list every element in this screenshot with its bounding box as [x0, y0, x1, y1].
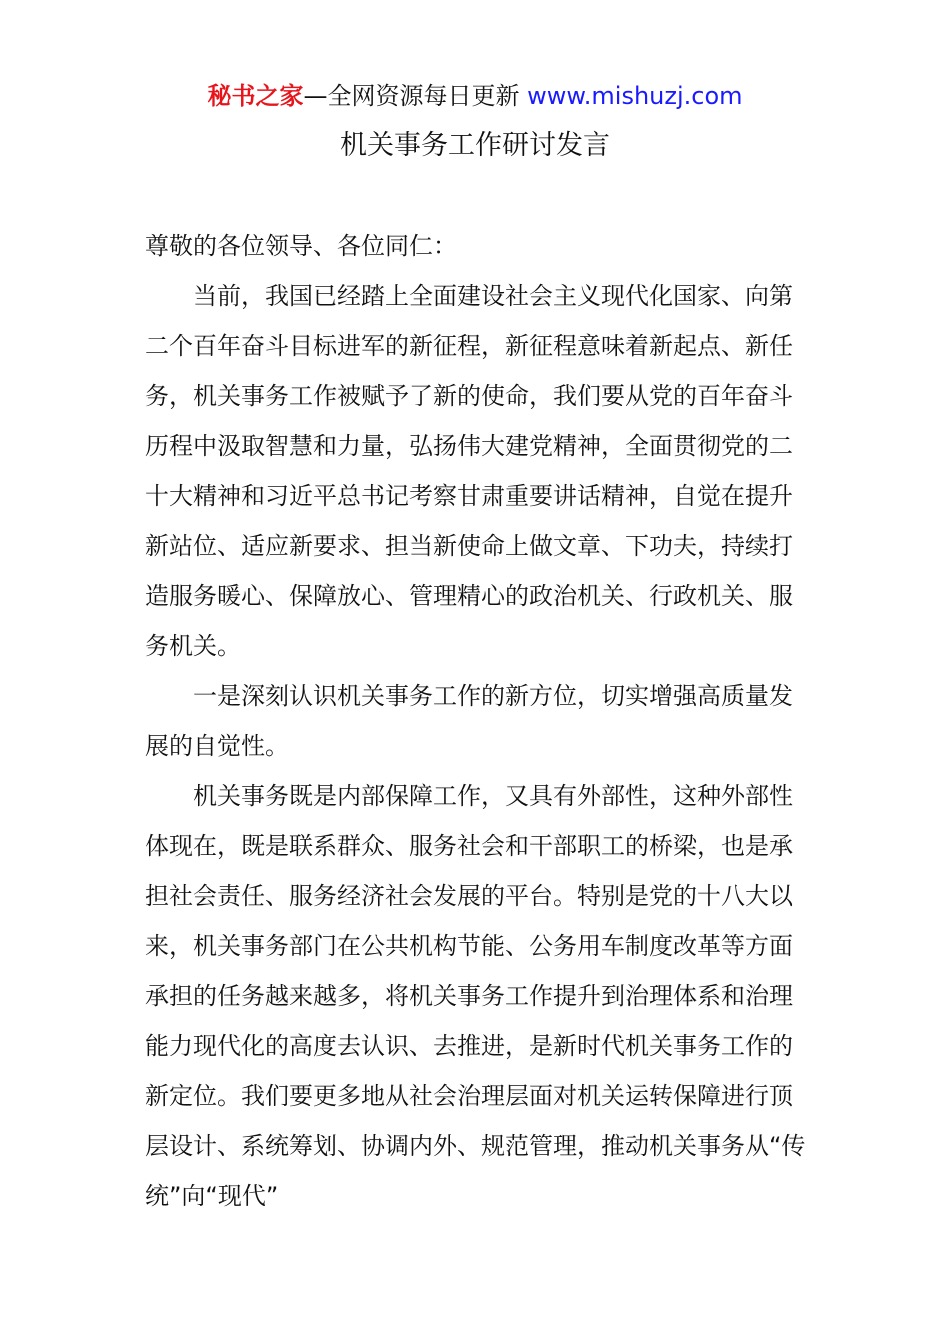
- document-body: [145, 221, 810, 1221]
- salutation: 尊敬的各位领导、各位同仁：: [145, 232, 457, 260]
- site-url[interactable]: www.mishuzj.com: [527, 82, 743, 110]
- paragraph: 当前，我国已经踏上全面建设社会主义现代化国家、向第二个百年奋斗目标进军的新征程，新征程意味着新起点、新任务，机关事务工作被赋予了新的使命，我们要从党的百年奋斗历程中汲取智慧和力量，弘扬伟大建党精神，全面贯彻党的二十大精神和习近平总书记考察甘肃重要讲话精神，自觉在提升新站位、适应新要求、担当新使命上做文章、下功夫，持续打造服务暖心、保障放心、管理精心的政治机关、行政机关、服务机关。: [145, 282, 793, 660]
- brand-name: 秘书之家: [207, 82, 304, 110]
- document-title: 机关事务工作研讨发言: [340, 130, 610, 161]
- site-header: [0, 80, 950, 112]
- paragraph: 机关事务既是内部保障工作，又具有外部性，这种外部性体现在，既是联系群众、服务社会和干部职工的桥梁，也是承担社会责任、服务经济社会发展的平台。特别是党的十八大以来，机关事务部门在公共机构节能、公务用车制度改革等方面承担的任务越来越多，将机关事务工作提升到治理体系和治理能力现代化的高度去认识、去推进，是新时代机关事务工作的新定位。我们要更多地从社会治理层面对机关运转保障进行顶层设计、系统筹划、协调内外、规范管理，推动机关事务从“传统”向“现代”: [145, 782, 806, 1210]
- header-tagline: —全网资源每日更新: [303, 82, 528, 110]
- section-heading: 一是深刻认识机关事务工作的新方位，切实增强高质量发展的自觉性。: [145, 682, 793, 760]
